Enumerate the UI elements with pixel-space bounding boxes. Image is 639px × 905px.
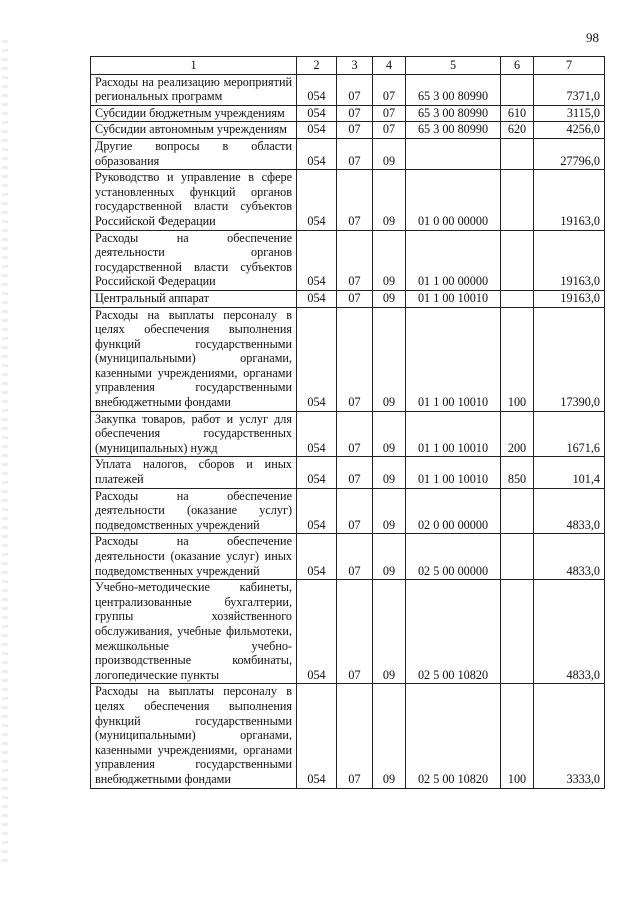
subsection-cell: 09 — [373, 580, 406, 684]
ministry-code-cell: 054 — [297, 457, 337, 488]
table-row — [91, 230, 605, 290]
section-cell: 07 — [337, 230, 373, 290]
item-name-cell: Центральный аппарат — [91, 290, 297, 307]
column-header: 7 — [534, 57, 605, 75]
target-article-cell: 65 3 00 80990 — [406, 105, 501, 122]
subsection-cell: 09 — [373, 457, 406, 488]
ministry-code-cell: 054 — [297, 580, 337, 684]
target-article-cell: 02 0 00 00000 — [406, 488, 501, 534]
target-article-cell: 01 1 00 10010 — [406, 307, 501, 411]
table-row — [91, 122, 605, 139]
column-header: 6 — [501, 57, 534, 75]
table-row — [91, 105, 605, 122]
section-cell: 07 — [337, 534, 373, 580]
item-name-cell: Другие вопросы в области образования — [91, 138, 297, 169]
expense-type-cell — [501, 488, 534, 534]
subsection-cell: 09 — [373, 170, 406, 230]
item-name-cell: Расходы на обеспечение деятельности (оказание услуг) иных подведомственных учреждений — [91, 534, 297, 580]
section-cell: 07 — [337, 170, 373, 230]
section-cell: 07 — [337, 307, 373, 411]
subsection-cell: 09 — [373, 138, 406, 169]
amount-cell: 3333,0 — [534, 684, 605, 788]
expense-type-cell — [501, 170, 534, 230]
ministry-code-cell: 054 — [297, 230, 337, 290]
subsection-cell: 07 — [373, 74, 406, 105]
ministry-code-cell: 054 — [297, 170, 337, 230]
section-cell: 07 — [337, 457, 373, 488]
ministry-code-cell: 054 — [297, 534, 337, 580]
page-number: 98 — [586, 30, 599, 45]
expense-type-cell — [501, 74, 534, 105]
amount-cell: 4833,0 — [534, 534, 605, 580]
target-article-cell: 01 0 00 00000 — [406, 170, 501, 230]
expense-type-cell: 850 — [501, 457, 534, 488]
column-header: 2 — [297, 57, 337, 75]
item-name-cell: Расходы на выплаты персоналу в целях обеспечения выполнения функций государственными (муниципальными) органами, казенными учреждениями, органами управления государственными внебюджетными фондами — [91, 684, 297, 788]
budget-table — [90, 56, 605, 789]
subsection-cell: 09 — [373, 488, 406, 534]
section-cell: 07 — [337, 290, 373, 307]
ministry-code-cell: 054 — [297, 684, 337, 788]
table-row — [91, 290, 605, 307]
table-row — [91, 74, 605, 105]
amount-cell: 4833,0 — [534, 580, 605, 684]
ministry-code-cell: 054 — [297, 290, 337, 307]
subsection-cell: 09 — [373, 230, 406, 290]
target-article-cell: 02 5 00 10820 — [406, 684, 501, 788]
ministry-code-cell: 054 — [297, 488, 337, 534]
amount-cell: 4256,0 — [534, 122, 605, 139]
section-cell: 07 — [337, 138, 373, 169]
amount-cell: 19163,0 — [534, 170, 605, 230]
ministry-code-cell: 054 — [297, 411, 337, 457]
expense-type-cell: 620 — [501, 122, 534, 139]
subsection-cell: 07 — [373, 105, 406, 122]
subsection-cell: 09 — [373, 290, 406, 307]
table-row — [91, 138, 605, 169]
target-article-cell: 01 1 00 00000 — [406, 230, 501, 290]
section-cell: 07 — [337, 580, 373, 684]
item-name-cell: Расходы на обеспечение деятельности органов государственной власти субъектов Российской Федерации — [91, 230, 297, 290]
table-row — [91, 170, 605, 230]
column-header: 5 — [406, 57, 501, 75]
item-name-cell: Расходы на обеспечение деятельности (оказание услуг) подведомственных учреждений — [91, 488, 297, 534]
item-name-cell: Руководство и управление в сфере установленных функций органов государственной власти субъектов Российской Федерации — [91, 170, 297, 230]
amount-cell: 19163,0 — [534, 230, 605, 290]
column-header: 4 — [373, 57, 406, 75]
table-row — [91, 580, 605, 684]
amount-cell: 4833,0 — [534, 488, 605, 534]
target-article-cell: 02 5 00 00000 — [406, 534, 501, 580]
target-article-cell: 01 1 00 10010 — [406, 457, 501, 488]
expense-type-cell — [501, 580, 534, 684]
expense-type-cell: 610 — [501, 105, 534, 122]
amount-cell: 27796,0 — [534, 138, 605, 169]
table-row — [91, 488, 605, 534]
subsection-cell: 09 — [373, 534, 406, 580]
target-article-cell: 65 3 00 80990 — [406, 74, 501, 105]
section-cell: 07 — [337, 684, 373, 788]
ministry-code-cell: 054 — [297, 74, 337, 105]
column-header: 3 — [337, 57, 373, 75]
section-cell: 07 — [337, 488, 373, 534]
amount-cell: 7371,0 — [534, 74, 605, 105]
target-article-cell — [406, 138, 501, 169]
section-cell: 07 — [337, 122, 373, 139]
subsection-cell: 09 — [373, 411, 406, 457]
expense-type-cell — [501, 230, 534, 290]
table-row — [91, 411, 605, 457]
target-article-cell: 65 3 00 80990 — [406, 122, 501, 139]
amount-cell: 3115,0 — [534, 105, 605, 122]
subsection-cell: 09 — [373, 307, 406, 411]
item-name-cell: Расходы на реализацию мероприятий региональных программ — [91, 74, 297, 105]
item-name-cell: Закупка товаров, работ и услуг для обеспечения государственных (муниципальных) нужд — [91, 411, 297, 457]
expense-type-cell: 100 — [501, 684, 534, 788]
section-cell: 07 — [337, 74, 373, 105]
amount-cell: 101,4 — [534, 457, 605, 488]
amount-cell: 1671,6 — [534, 411, 605, 457]
expense-type-cell — [501, 290, 534, 307]
target-article-cell: 01 1 00 10010 — [406, 411, 501, 457]
expense-type-cell: 100 — [501, 307, 534, 411]
table-row — [91, 534, 605, 580]
table-row — [91, 307, 605, 411]
amount-cell: 17390,0 — [534, 307, 605, 411]
target-article-cell: 02 5 00 10820 — [406, 580, 501, 684]
section-cell: 07 — [337, 105, 373, 122]
expense-type-cell: 200 — [501, 411, 534, 457]
column-header: 1 — [91, 57, 297, 75]
subsection-cell: 07 — [373, 122, 406, 139]
table-row — [91, 684, 605, 788]
ministry-code-cell: 054 — [297, 105, 337, 122]
expense-type-cell — [501, 138, 534, 169]
subsection-cell: 09 — [373, 684, 406, 788]
target-article-cell: 01 1 00 10010 — [406, 290, 501, 307]
item-name-cell: Уплата налогов, сборов и иных платежей — [91, 457, 297, 488]
amount-cell: 19163,0 — [534, 290, 605, 307]
ministry-code-cell: 054 — [297, 122, 337, 139]
ministry-code-cell: 054 — [297, 307, 337, 411]
item-name-cell: Расходы на выплаты персоналу в целях обеспечения выполнения функций государственными (муниципальными) органами, казенными учреждениями, органами управления государственными внебюджетными фондами — [91, 307, 297, 411]
section-cell: 07 — [337, 411, 373, 457]
item-name-cell: Учебно-методические кабинеты, централизованные бухгалтерии, группы хозяйственного обслуживания, учебные фильмотеки, межшкольные учебно-производственные комбинаты, логопедические пункты — [91, 580, 297, 684]
ministry-code-cell: 054 — [297, 138, 337, 169]
header-row — [91, 57, 605, 75]
table-row — [91, 457, 605, 488]
item-name-cell: Субсидии бюджетным учреждениям — [91, 105, 297, 122]
item-name-cell: Субсидии автономным учреждениям — [91, 122, 297, 139]
expense-type-cell — [501, 534, 534, 580]
scan-edge-marks — [2, 40, 8, 865]
